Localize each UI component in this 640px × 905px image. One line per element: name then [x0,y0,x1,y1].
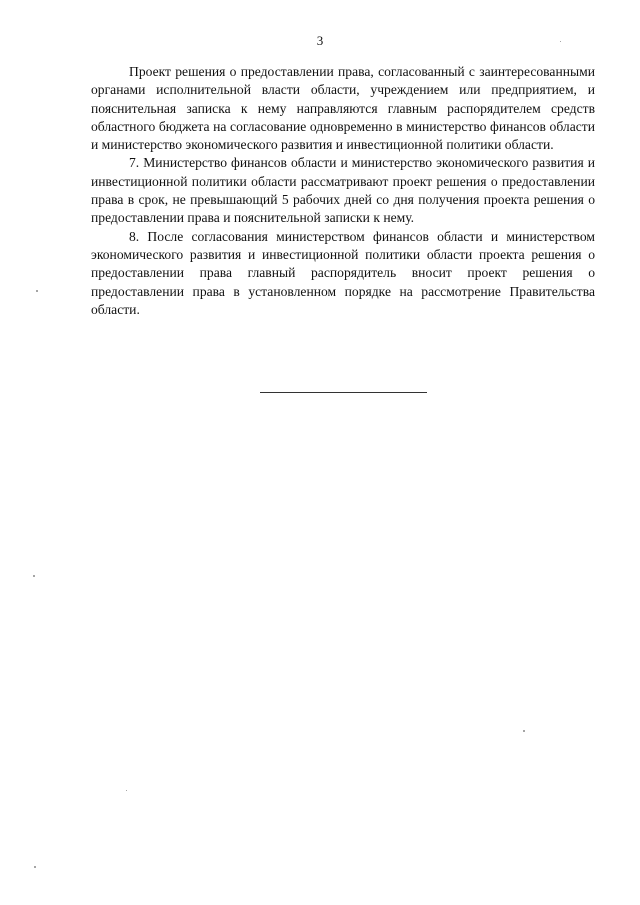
scan-speck [560,41,561,42]
end-of-text-separator [260,392,427,393]
scan-speck [33,575,35,577]
paragraph-item-8: 8. После согласования министерством финансов области и министерством экономического развития и инвестиционной политики области проекта решения о предоставлении права главный распорядитель вносит проект решения о предоставлении права в установленном порядке на рассмотрение Правительства области. [91,228,595,317]
paragraph-project-approval: Проект решения о предоставлении права, согласованный с заинтересованными органами исполнительной власти области, учреждением или предприятием, и пояснительная записка к нему направляются главным распорядителем средств областного бюджета на согласование одновременно в министерство финансов области и министерство экономического развития и инвестиционной политики области. [91,64,595,153]
paragraph-item-7: 7. Министерство финансов области и министерство экономического развития и инвестиционной политики области рассматривают проект решения о предоставлении права в срок, не превышающий 5 рабочих дней со дня получения проекта решения о предоставлении права и пояснительной записки к нему. [91,155,595,226]
scan-speck [34,866,36,868]
scan-speck [36,290,38,292]
document-body [91,63,595,319]
scan-speck [126,790,127,791]
scan-speck [523,730,525,732]
page-number: 3 [316,33,324,48]
